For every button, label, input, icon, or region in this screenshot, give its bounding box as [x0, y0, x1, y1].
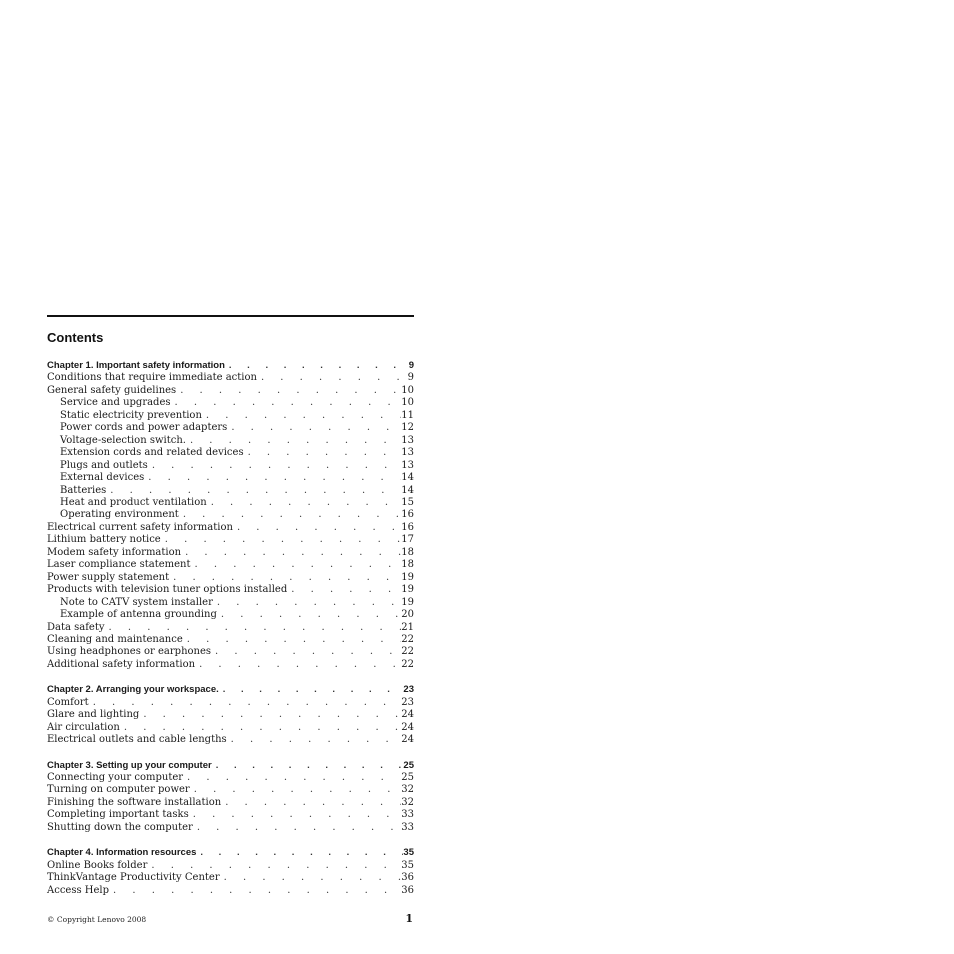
- toc-entry-page: 18: [401, 546, 414, 558]
- toc-entry-page: 19: [401, 584, 414, 596]
- dot-leader: [212, 759, 404, 772]
- toc-entry-page: 25: [403, 759, 414, 771]
- toc-entry-page: 36: [401, 872, 414, 884]
- toc-entry-page: 24: [401, 734, 414, 746]
- dot-leader: [233, 521, 401, 534]
- toc-entry-page: 9: [407, 372, 414, 384]
- toc-entry[interactable]: [47, 821, 414, 834]
- toc-entry-page: 22: [401, 658, 414, 670]
- toc-entry-page: 35: [401, 859, 414, 871]
- toc-entry-label: Voltage-selection switch.: [60, 434, 186, 446]
- toc-entry-label: Chapter 3. Setting up your computer: [47, 759, 212, 771]
- toc-entry[interactable]: [47, 783, 414, 796]
- dot-leader: [181, 546, 401, 559]
- toc-entry[interactable]: [47, 796, 414, 809]
- dot-leader: [169, 571, 401, 584]
- toc-entry-label: General safety guidelines: [47, 384, 177, 396]
- toc-entry-label: Lithium battery notice: [47, 534, 161, 546]
- toc-entry[interactable]: [47, 546, 414, 559]
- toc-entry[interactable]: [47, 808, 414, 821]
- toc-entry[interactable]: [47, 459, 414, 472]
- toc-entry-label: Static electricity prevention: [60, 409, 202, 421]
- toc-entry-page: 16: [401, 521, 414, 533]
- dot-leader: [227, 421, 401, 434]
- toc-entry[interactable]: [47, 409, 414, 422]
- toc-entry[interactable]: [47, 721, 414, 734]
- toc-entry-page: 24: [401, 709, 414, 721]
- toc-entry-page: 22: [401, 633, 414, 645]
- toc-entry[interactable]: [47, 608, 414, 621]
- toc-entry[interactable]: [47, 396, 414, 409]
- toc-entry-page: 19: [401, 596, 414, 608]
- dot-leader: [147, 859, 401, 872]
- toc-entry-page: 15: [401, 496, 414, 508]
- toc-entry-page: 13: [401, 447, 414, 459]
- toc-entry[interactable]: [47, 708, 414, 721]
- toc-chapter-entry[interactable]: [47, 759, 414, 772]
- toc-entry[interactable]: [47, 621, 414, 634]
- toc-entry-label: Modem safety information: [47, 546, 182, 558]
- toc-chapter-entry[interactable]: [47, 359, 414, 372]
- toc-entry-label: Service and upgrades: [60, 397, 171, 409]
- dot-leader: [186, 434, 401, 447]
- dot-leader: [287, 583, 401, 596]
- toc-entry-label: Glare and lighting: [47, 709, 140, 721]
- dot-leader: [221, 796, 401, 809]
- toc-entry-page: 10: [401, 397, 414, 409]
- toc-entry[interactable]: [47, 596, 414, 609]
- toc-entry-page: 14: [401, 472, 414, 483]
- dot-leader: [139, 708, 401, 721]
- toc-entry-page: 10: [401, 384, 414, 396]
- dot-leader: [195, 658, 401, 671]
- toc-entry-label: Conditions that require immediate action: [47, 372, 257, 384]
- toc-entry-label: Cleaning and maintenance: [47, 633, 183, 645]
- toc-entry[interactable]: [47, 484, 414, 497]
- toc-entry-page: 32: [401, 796, 414, 808]
- toc-entry-label: Chapter 1. Important safety information: [47, 360, 225, 371]
- dot-leader: [171, 396, 402, 409]
- toc-entry-page: 32: [401, 784, 414, 796]
- dot-leader: [207, 496, 402, 509]
- dot-leader: [148, 459, 401, 472]
- toc-entry-page: 9: [408, 360, 414, 371]
- toc-entry-label: Chapter 2. Arranging your workspace.: [47, 684, 219, 696]
- toc-entry-label: Example of antenna grounding: [60, 609, 217, 620]
- toc-entry[interactable]: [47, 434, 414, 447]
- dot-leader: [105, 621, 402, 634]
- toc-entry-label: ThinkVantage Productivity Center: [47, 872, 220, 884]
- toc-entry-label: Turning on computer power: [47, 784, 190, 796]
- dot-leader: [213, 596, 401, 609]
- dot-leader: [106, 484, 401, 497]
- toc-entry-page: 35: [403, 847, 414, 859]
- toc-entry[interactable]: [47, 884, 414, 897]
- toc-entry-label: Power cords and power adapters: [60, 422, 228, 434]
- page-number: 1: [405, 912, 413, 925]
- toc-entry-label: Shutting down the computer: [47, 821, 193, 833]
- toc-entry[interactable]: [47, 871, 414, 884]
- toc-entry-label: Additional safety information: [47, 658, 196, 670]
- toc-entry[interactable]: [47, 371, 414, 384]
- dot-leader: [144, 471, 401, 484]
- dot-leader: [120, 721, 401, 734]
- toc-entry-label: Heat and product ventilation: [60, 496, 207, 508]
- toc-entry-label: Batteries: [60, 484, 107, 496]
- dot-leader: [257, 371, 404, 384]
- toc-entry-page: 20: [401, 609, 414, 620]
- toc-entry-label: Air circulation: [47, 721, 120, 733]
- dot-leader: [202, 409, 401, 422]
- dot-leader: [227, 733, 402, 746]
- dot-leader: [219, 683, 404, 696]
- toc-entry[interactable]: [47, 571, 414, 584]
- toc-entry[interactable]: [47, 696, 414, 709]
- dot-leader: [211, 645, 401, 658]
- toc-entry-page: 22: [401, 646, 414, 658]
- toc-entry-label: Operating environment: [60, 509, 179, 521]
- toc-entry-page: 12: [401, 422, 414, 434]
- toc-entry-label: Electrical current safety information: [47, 521, 233, 533]
- toc-entry[interactable]: [47, 633, 414, 646]
- dot-leader: [196, 846, 403, 859]
- toc-entry-page: 33: [401, 821, 414, 833]
- toc-entry-label: Data safety: [47, 621, 105, 633]
- toc-entry-page: 13: [401, 459, 414, 471]
- toc-entry-label: Plugs and outlets: [60, 459, 148, 471]
- toc-chapter-entry[interactable]: [47, 683, 414, 696]
- dot-leader: [161, 533, 402, 546]
- toc-entry-label: Electrical outlets and cable lengths: [47, 734, 227, 746]
- toc-entry[interactable]: [47, 558, 414, 571]
- toc-entry[interactable]: [47, 508, 414, 521]
- toc-entry-page: 16: [401, 509, 414, 521]
- toc-entry[interactable]: [47, 533, 414, 546]
- toc-entry-page: 21: [401, 621, 414, 633]
- dot-leader: [220, 871, 402, 884]
- toc-entry[interactable]: [47, 384, 414, 397]
- toc-entry-page: 17: [401, 534, 414, 546]
- dot-leader: [217, 608, 401, 621]
- toc-entry[interactable]: [47, 658, 414, 671]
- toc-entry[interactable]: [47, 583, 414, 596]
- dot-leader: [191, 558, 402, 571]
- toc-entry-label: Comfort: [47, 696, 89, 708]
- toc-entry[interactable]: [47, 521, 414, 534]
- dot-leader: [190, 783, 402, 796]
- toc-entry-page: 19: [401, 571, 414, 583]
- dot-leader: [183, 633, 402, 646]
- toc-entry[interactable]: [47, 859, 414, 872]
- toc-entry-label: Note to CATV system installer: [60, 596, 213, 608]
- toc-entry-label: Chapter 4. Information resources: [47, 847, 197, 859]
- dot-leader: [89, 696, 402, 709]
- toc-entry-page: 14: [401, 484, 414, 496]
- toc-entry-page: 18: [401, 559, 414, 571]
- page-title: Contents: [47, 330, 104, 345]
- toc-entry-label: Online Books folder: [47, 859, 148, 871]
- dot-leader: [189, 808, 402, 821]
- toc-entry-label: Power supply statement: [47, 571, 170, 583]
- dot-leader: [225, 359, 404, 372]
- toc-entry[interactable]: [47, 645, 414, 658]
- toc-entry[interactable]: [47, 446, 414, 459]
- toc-entry-label: Using headphones or earphones: [47, 646, 212, 658]
- toc-entry[interactable]: [47, 733, 414, 746]
- dot-leader: [193, 821, 401, 834]
- toc-entry[interactable]: [47, 421, 414, 434]
- dot-leader: [176, 384, 401, 397]
- toc-entry[interactable]: [47, 496, 414, 509]
- toc-entry-label: Extension cords and related devices: [60, 447, 244, 459]
- toc-entry-page: 23: [403, 684, 414, 696]
- toc-entry-label: Finishing the software installation: [47, 796, 222, 808]
- dot-leader: [244, 446, 402, 459]
- dot-leader: [109, 884, 401, 897]
- toc-entry-label: Products with television tuner options installed: [47, 584, 288, 596]
- toc-entry[interactable]: [47, 771, 414, 784]
- toc-entry-page: 13: [401, 434, 414, 446]
- toc-entry[interactable]: [47, 471, 414, 484]
- dot-leader: [183, 771, 401, 784]
- toc-entry-page: 36: [401, 884, 414, 896]
- toc-chapter-entry[interactable]: [47, 846, 414, 859]
- toc-entry-page: 33: [401, 809, 414, 821]
- toc-entry-page: 23: [401, 696, 414, 708]
- toc-entry-label: External devices: [60, 472, 145, 483]
- toc-entry-page: 11: [401, 409, 414, 421]
- toc-entry-label: Laser compliance statement: [47, 559, 191, 571]
- toc-entry-label: Completing important tasks: [47, 809, 189, 821]
- toc-entry-page: 25: [401, 772, 414, 783]
- dot-leader: [179, 508, 401, 521]
- toc-entry-label: Access Help: [47, 884, 110, 896]
- copyright-notice: © Copyright Lenovo 2008: [47, 915, 147, 924]
- toc-entry-page: 24: [401, 721, 414, 733]
- heading-rule: [47, 315, 414, 317]
- toc-entry-label: Connecting your computer: [47, 772, 184, 783]
